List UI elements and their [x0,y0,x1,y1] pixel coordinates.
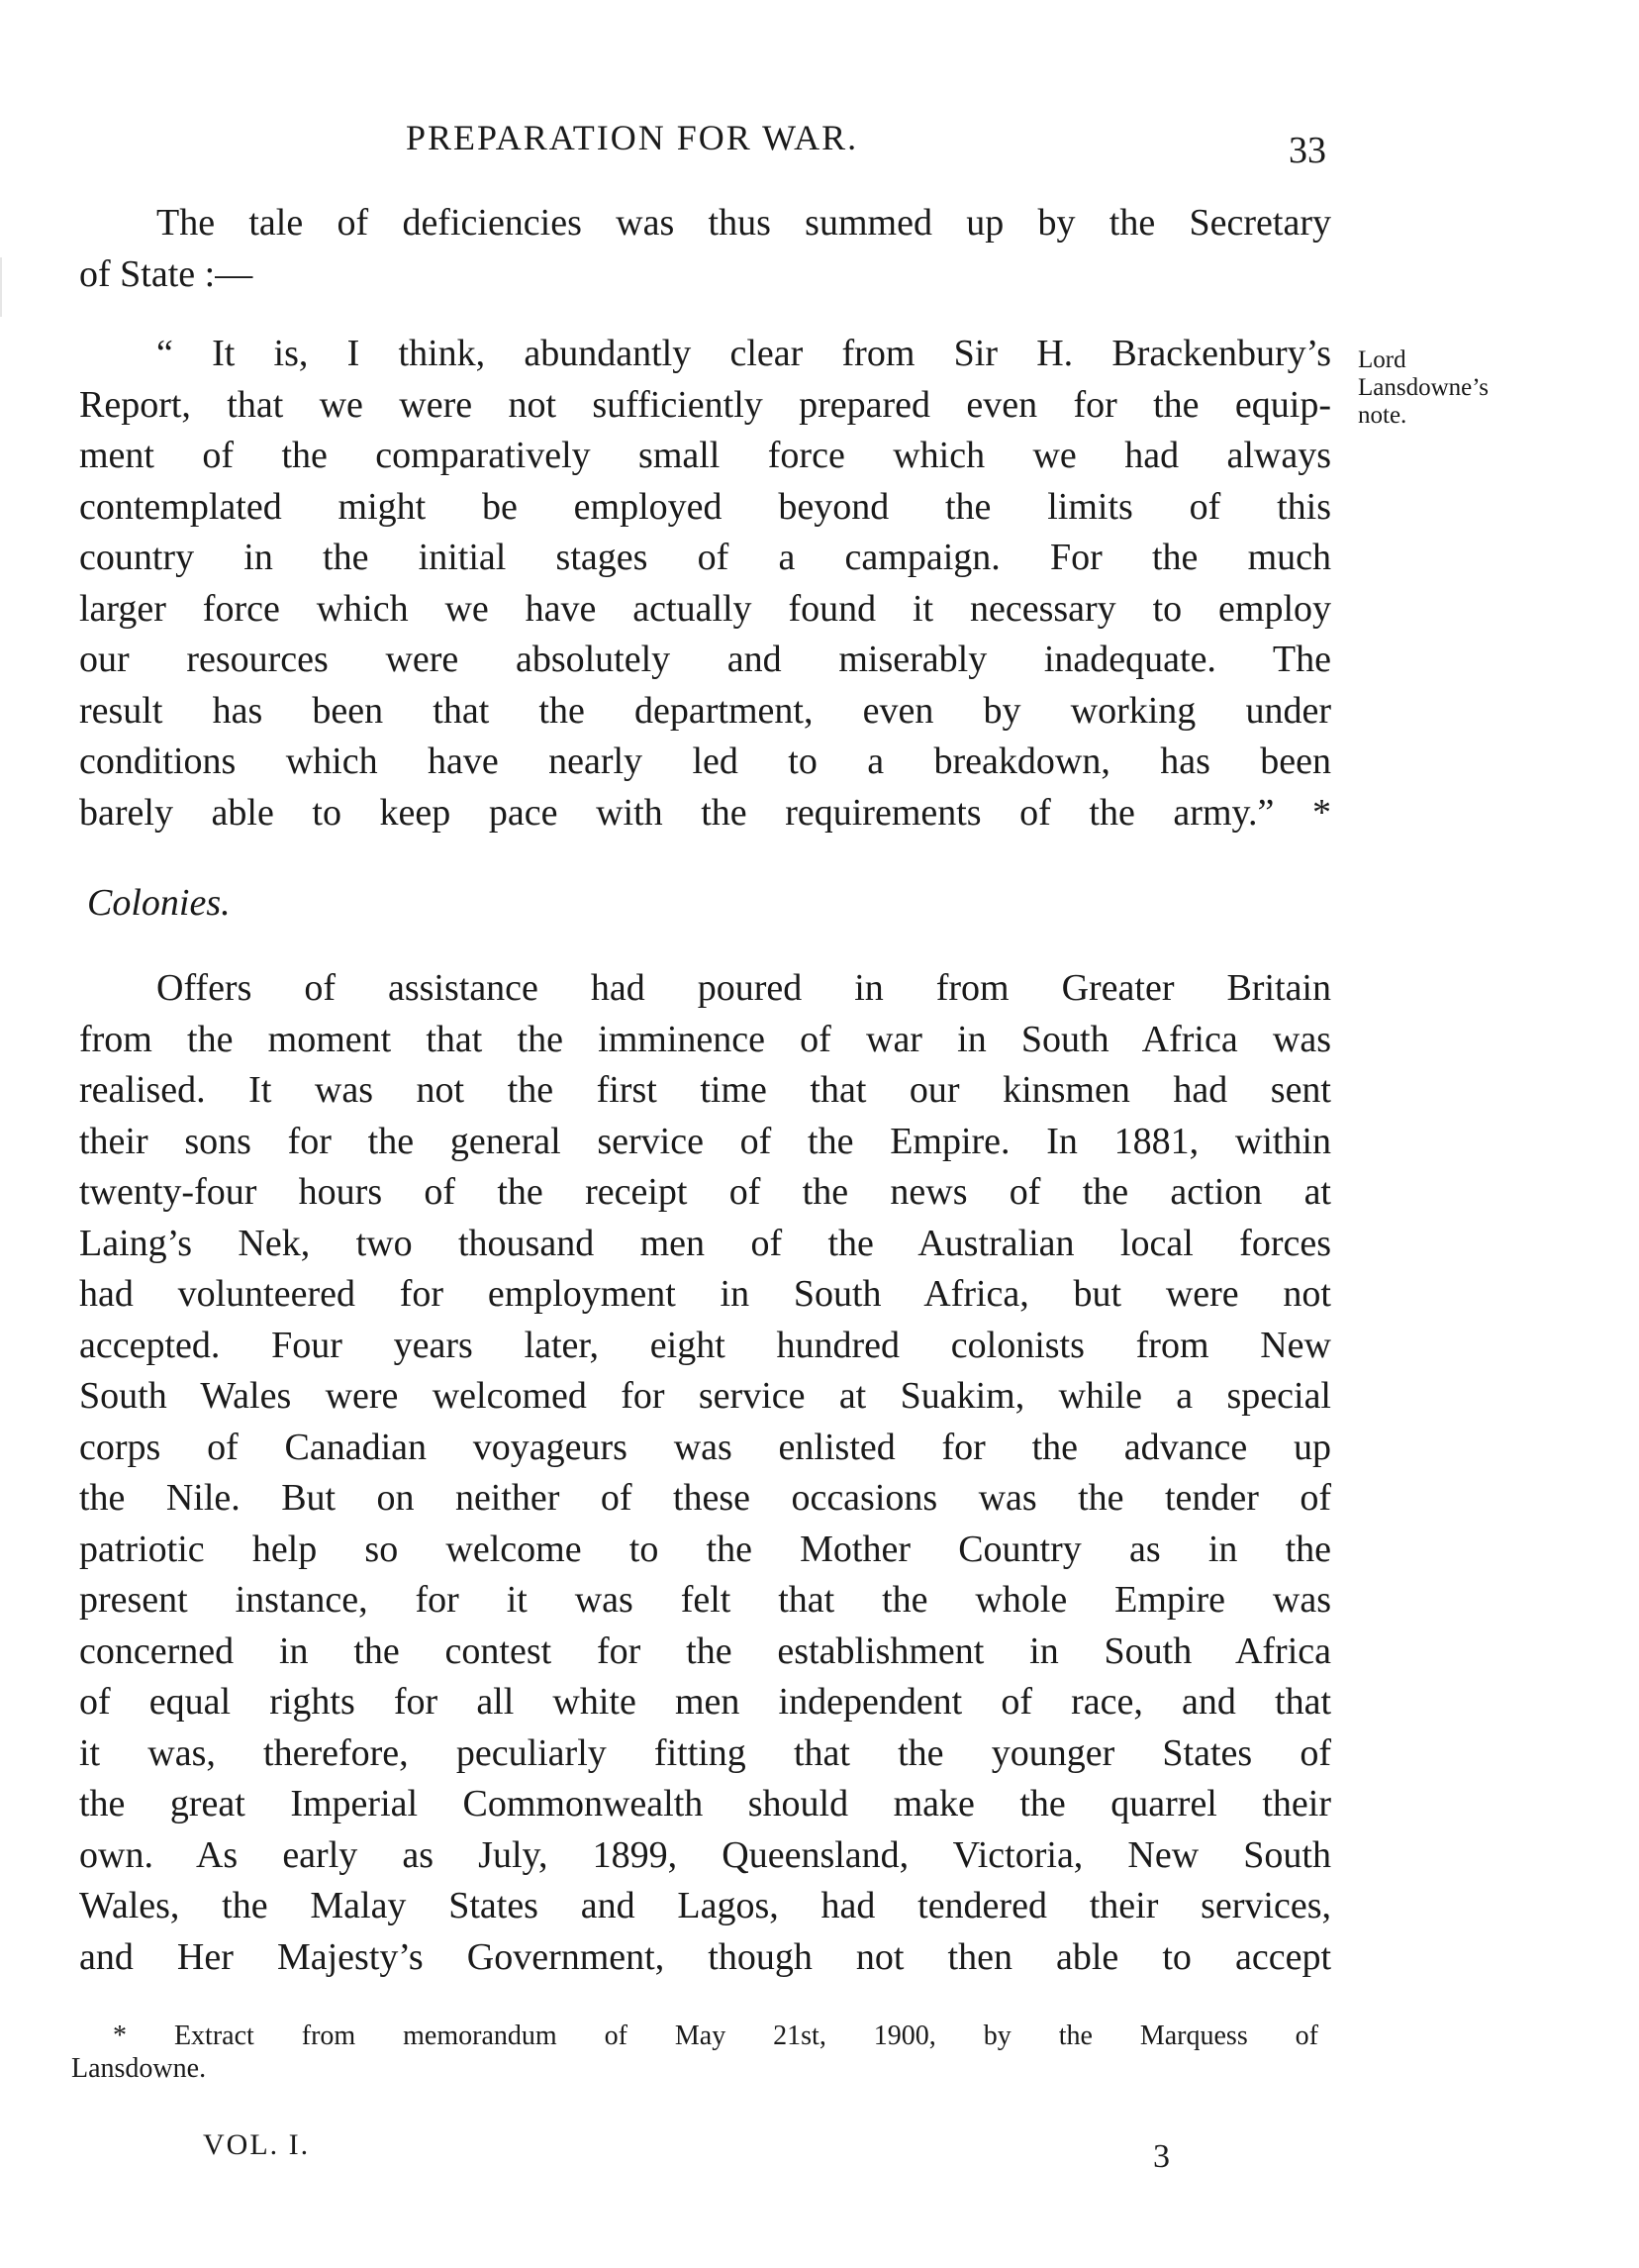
text-line: had volunteered for employment in South Africa, but were not [79,1273,1331,1315]
page-number: 33 [1289,130,1326,171]
text-line: Laing’s Nek, two thousand men of the Australian local forces [79,1222,1331,1264]
section-heading: Colonies. [87,882,231,924]
text-line: our resources were absolutely and miserably inadequate. The [79,639,1331,680]
text-line: South Wales were welcomed for service at Suakim, while a special [79,1375,1331,1417]
text-line: Wales, the Malay States and Lagos, had tendered their services, [79,1885,1331,1926]
text-line: patriotic help so welcome to the Mother Country as in the [79,1528,1331,1570]
sheet-number: 3 [1153,2138,1170,2175]
text-line: it was, therefore, peculiarly fitting that the younger States of [79,1731,1331,1774]
text-line: their sons for the general service of the Empire. In 1881, within [79,1120,1331,1162]
block-quote [79,329,1331,838]
paragraph-colonies [79,963,1331,1983]
text-line: the Nile. But on neither of these occasions was the tender of [79,1477,1331,1519]
scan-edge-mark [0,257,2,317]
text-line: realised. It was not the first time that our kinsmen had sent [79,1069,1331,1111]
margin-note-line: note. [1358,402,1407,429]
footnote-line: Lansdowne. [71,2053,207,2084]
running-title: PREPARATION FOR WAR. [406,118,859,157]
text-line: of equal rights for all white men independent of race, and that [79,1681,1331,1723]
text-line: twenty-four hours of the receipt of the news of the action at [79,1171,1331,1213]
margin-note [1358,346,1489,430]
text-line: “ It is, I think, abundantly clear from Sir H. Brackenbury’s [156,333,1331,374]
text-line: the great Imperial Commonwealth should make the quarrel their [79,1783,1331,1824]
margin-note-line: Lansdowne’s [1358,374,1489,401]
text-line: accepted. Four years later, eight hundred colonists from New [79,1324,1331,1366]
text-line: larger force which we have actually found it necessary to employ [79,587,1331,630]
footnote-line: * Extract from memorandum of May 21st, 1900, by the Marquess of [113,2021,1318,2051]
footnote [71,2020,1318,2085]
text-line: Offers of assistance had poured in from Greater Britain [156,967,1331,1009]
text-line: Report, that we were not sufficiently prepared even for the equip- [79,383,1331,426]
margin-note-line: Lord [1358,346,1406,373]
text-line: present instance, for it was felt that the whole Empire was [79,1579,1331,1621]
text-line: own. As early as July, 1899, Queensland, Victoria, New South [79,1833,1331,1876]
text-line: concerned in the contest for the establishment in South Africa [79,1629,1331,1672]
paragraph-intro [79,198,1331,300]
text-line: conditions which have nearly led to a breakdown, has been [79,740,1331,782]
text-line: The tale of deficiencies was thus summed up by the Secretary [156,202,1331,244]
volume-signature: VOL. I. [203,2128,311,2161]
text-line: corps of Canadian voyageurs was enlisted for the advance up [79,1426,1331,1468]
text-line: result has been that the department, even by working under [79,689,1331,732]
text-line: barely able to keep pace with the requirements of the army.” * [79,791,1331,834]
text-line: from the moment that the imminence of war in South Africa was [79,1018,1331,1060]
text-line: contemplated might be employed beyond the limits of this [79,485,1331,528]
text-line: ment of the comparatively small force which we had always [79,435,1331,476]
text-line: of State :— [79,252,253,295]
text-line: and Her Majesty’s Government, though not then able to accept [79,1935,1331,1978]
text-line: country in the initial stages of a campaign. For the much [79,537,1331,578]
